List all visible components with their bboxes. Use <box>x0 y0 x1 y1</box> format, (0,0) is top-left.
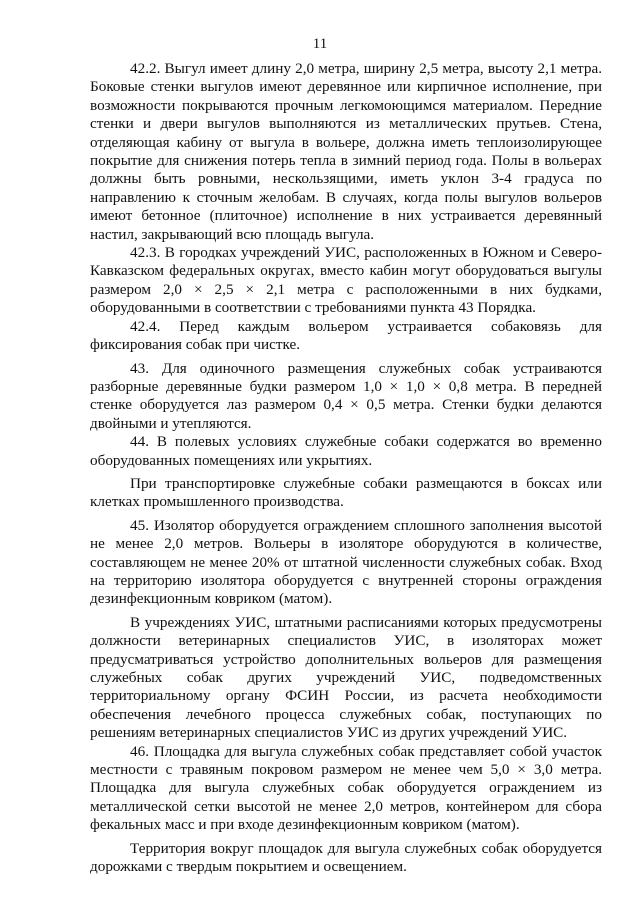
paragraph-46: 46. Площадка для выгула служебных собак представляет собой участок местности с травяным покровом размером не менее чем 5,0 × 3,0 метра. Площадка для выгула служебных собак оборудуется ограждением из металлической сетки высотой не менее 2,0 метров, контейнером для сбора фекальных масс и при входе дезинфекционным ковриком (матом). <box>90 742 602 834</box>
paragraph-42-2: 42.2. Выгул имеет длину 2,0 метра, ширину 2,5 метра, высоту 2,1 метра. Боковые стенки выгулов имеют деревянное или кирпичное исполнение, при возможности покрываются прочным легкомоющимся материалом. Передние стенки и двери выгулов выполняются из металлических прутьев. Стена, отделяющая кабину от выгула в вольере, должна иметь теплоизолирующее покрытие для снижения потерь тепла в зимний период года. Полы в вольерах должны быть ровными, нескользящими, иметь уклон 3-4 градуса по направлению к сточным желобам. В случаях, когда полы выгулов вольеров имеют бетонное (плиточное) исполнение в них устраивается деревянный настил, закрывающий всю площадь выгула. <box>90 60 602 243</box>
paragraph-43: 43. Для одиночного размещения служебных собак устраиваются разборные деревянные будки размером 1,0 × 1,0 × 0,8 метра. В передней стенке оборудуется лаз размером 0,4 × 0,5 метра. Стенки будки делаются двойными и утепляются. <box>90 359 602 432</box>
paragraph-46-territory: Территория вокруг площадок для выгула служебных собак оборудуется дорожками с твердым покрытием и освещением. <box>90 839 602 876</box>
paragraph-42-4: 42.4. Перед каждым вольером устраивается собаковязь для фиксирования собак при чистке. <box>90 317 602 354</box>
paragraph-45: 45. Изолятор оборудуется ограждением сплошного заполнения высотой не менее 2,0 метров. Вольеры в изоляторе оборудуются в количестве, составляющем не менее 20% от штатной численности служебных собак. Вход на территорию изолятора оборудуется с внутренней стороны ограждения дезинфекционным ковриком (матом). <box>90 516 602 608</box>
document-body <box>90 60 602 876</box>
paragraph-44-transport: При транспортировке служебные собаки размещаются в боксах или клетках промышленного производства. <box>90 474 602 511</box>
paragraph-42-3: 42.3. В городках учреждений УИС, расположенных в Южном и Северо-Кавказском федеральных округах, вместо кабин могут оборудоваться выгулы размером 2,0 × 2,5 × 2,1 метра с расположенными в них будками, оборудованными в соответствии с требованиями пункта 43 Порядка. <box>90 244 602 317</box>
paragraph-45-vet: В учреждениях УИС, штатными расписаниями которых предусмотрены должности ветеринарных специалистов УИС, в изоляторах может предусматриваться устройство дополнительных вольеров для размещения служебных собак других учреждений УИС, подведомственных территориальному органу ФСИН России, из расчета необходимости обеспечения лечебного процесса служебных собак, поступающих по решениям ветеринарных специалистов УИС из других учреждений УИС. <box>90 613 602 742</box>
page-number: 11 <box>312 36 328 52</box>
paragraph-44: 44. В полевых условиях служебные собаки содержатся во временно оборудованных помещениях или укрытиях. <box>90 433 602 469</box>
